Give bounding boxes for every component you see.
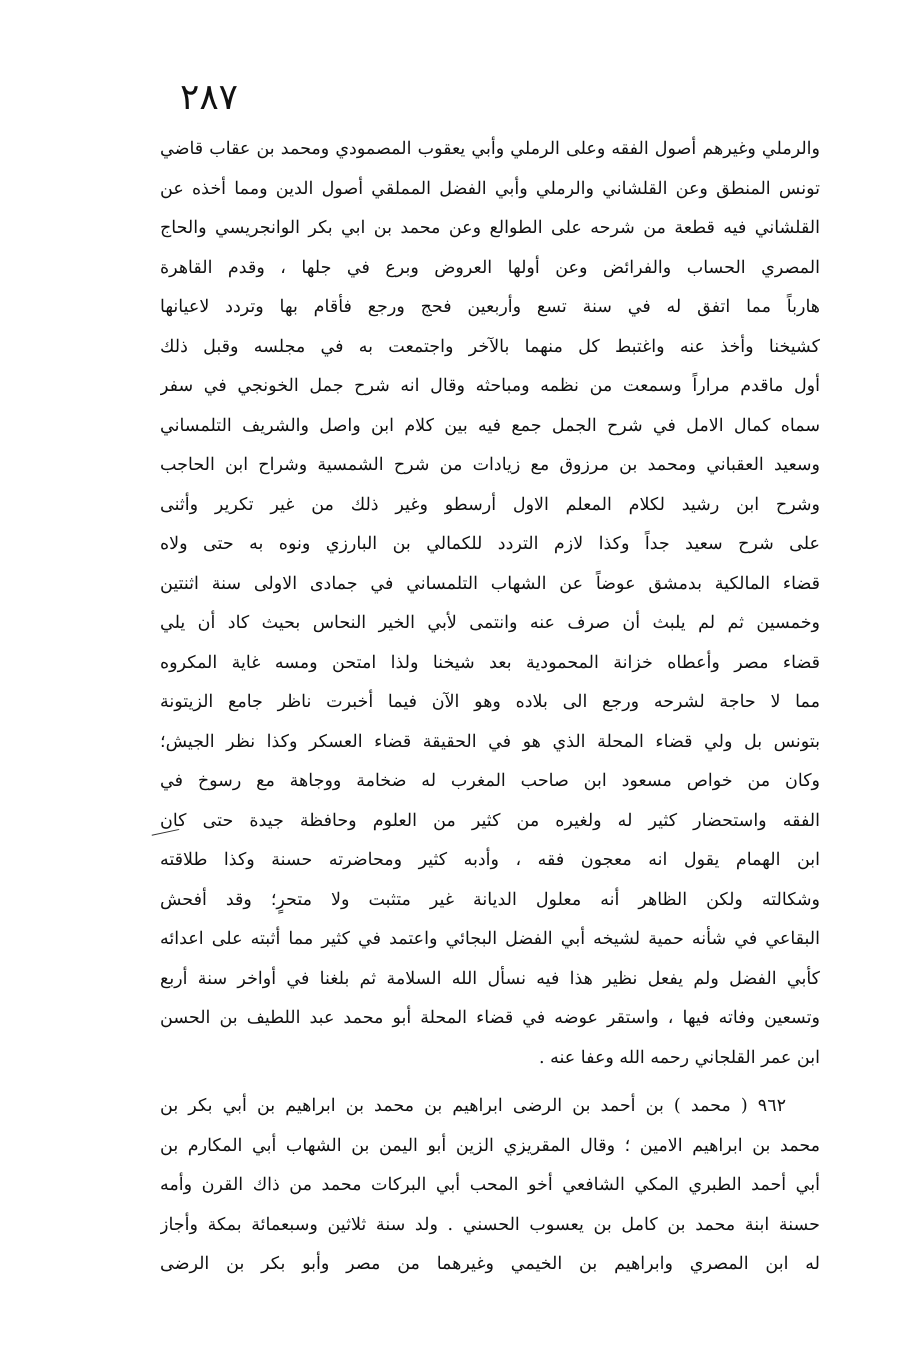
text-line: ابن الهمام يقول انه معجون فقه ، وأدبه كثير ومحاضرته حسنة وكذا طلاقته <box>160 850 820 870</box>
body-text <box>160 130 820 1078</box>
text-line: وشكالته ولكن الظاهر أنه معلول الديانة غير متثبت ولا متحرٍ؛ وقد أفحش <box>160 889 820 910</box>
text-line: على شرح سعيد جداً وكذا لازم التردد للكمالي بن البارزي ونوه به حتى ولاه <box>160 534 820 554</box>
text-line: قضاء المالكية بدمشق عوضاً عن الشهاب التلمساني في جمادى الاولى سنة اثنتين <box>160 573 820 594</box>
text-line: مما لا حاجة لشرحه ورجع الى بلاده وهو الآن فيما أخبرت ناظر جامع الزيتونة <box>160 692 820 712</box>
entry-line: محمد بن ابراهيم الامين ؛ وقال المقريزي الزين أبو اليمن بن الشهاب أبي المكارم بن <box>160 1135 820 1156</box>
text-line: وسعيد العقباني ومحمد بن مرزوق مع زيادات من شرح الشمسية وشراح ابن الحاجب <box>160 455 820 475</box>
text-line: كشيخنا وأخذ عنه واغتبط كل منهما بالآخر واجتمعت به في مجلسه وقبل ذلك <box>160 336 820 357</box>
text-line: كأبي الفضل ولم يفعل نظير هذا فيه نسأل الله السلامة ثم بلغنا في أواخر سنة أربع <box>160 968 820 989</box>
text-line: البقاعي في شأنه حمية لشيخه أبي الفضل البجائي واعتمد في كثير مما أثبته على اعدائه <box>160 929 820 949</box>
entry-line: أبي أحمد الطبري المكي الشافعي أخو المحب أبي البركات محمد من ذاك القرن وأمه <box>160 1175 820 1195</box>
entry-line: له ابن المصري وابراهيم بن الخيمي وغيرهما من مصر وأبو بكر بن الرضى <box>160 1254 820 1274</box>
text-line: قضاء مصر وأعطاه خزانة المحمودية بعد شيخنا ولذا امتحن ومسه غاية المكروه <box>160 652 820 673</box>
text-line: وشرح ابن رشيد لكلام المعلم الاول أرسطو وغير ذلك من غير تكرير وأثنى <box>160 494 820 515</box>
page-number: ٢٨٧ <box>179 77 238 118</box>
text-line: بتونس بل ولي قضاء المحلة الذي هو في الحقيقة قضاء العسكر وكذا نظر الجيش؛ <box>160 731 820 752</box>
text-line: المصري الحساب والفرائض وعن أولها العروض وبرع في جلها ، وقدم القاهرة <box>160 257 820 278</box>
text-line: وتسعين وفاته فيها ، واستقر عوضه في قضاء المحلة أبو محمد عبد اللطيف بن الحسن <box>160 1008 820 1028</box>
entry-line: ٩٦٢ ( محمد ) بن أحمد بن الرضى ابراهيم بن محمد بن ابراهيم بن أبي بكر بن <box>160 1096 786 1116</box>
entry-line: حسنة ابنة محمد بن كامل بن يعسوب الحسني . ولد سنة ثلاثين وسبعمائة بمكة وأجاز <box>160 1214 820 1235</box>
text-line: هارباً مما اتفق له في سنة تسع وأربعين فحج ورجع فأقام بها وتردد لاعيانها <box>160 297 820 317</box>
text-line: سماه كمال الامل في شرح الجمل جمع فيه بين كلام ابن واصل والشريف التلمساني <box>160 415 820 436</box>
text-line: القلشاني فيه قطعة من شرحه على الطوالع وعن محمد بن ابي بكر الوانجريسي والحاج <box>160 218 820 238</box>
biography-entry-962 <box>160 1087 820 1285</box>
text-line: الفقه واستحضار كثير له ولغيره من كثير من العلوم وحافظة جيدة حتى كان <box>160 810 820 831</box>
text-line: تونس المنطق وعن القلشاني والرملي وأبي الفضل المملقي أصول الدين ومما أخذه عن <box>160 178 820 199</box>
text-line: وكان من خواص مسعود ابن صاحب المغرب له ضخامة ووجاهة مع رسوخ في <box>160 771 820 791</box>
text-line: وخمسين ثم لم يلبث أن صرف عنه وانتمى لأبي الخير النحاس بحيث كاد أن يلي <box>160 613 820 633</box>
text-line: والرملي وغيرهم أصول الفقه وعلى الرملي وأبي يعقوب المصمودي ومحمد بن عقاب قاضي <box>160 139 820 159</box>
text-line: أول ماقدم مراراً وسمعت من نظمه ومباحثه وقال انه شرح جمل الخونجي في سفر <box>160 376 820 396</box>
text-line: ابن عمر القلجاني رحمه الله وعفا عنه . <box>538 1047 820 1068</box>
